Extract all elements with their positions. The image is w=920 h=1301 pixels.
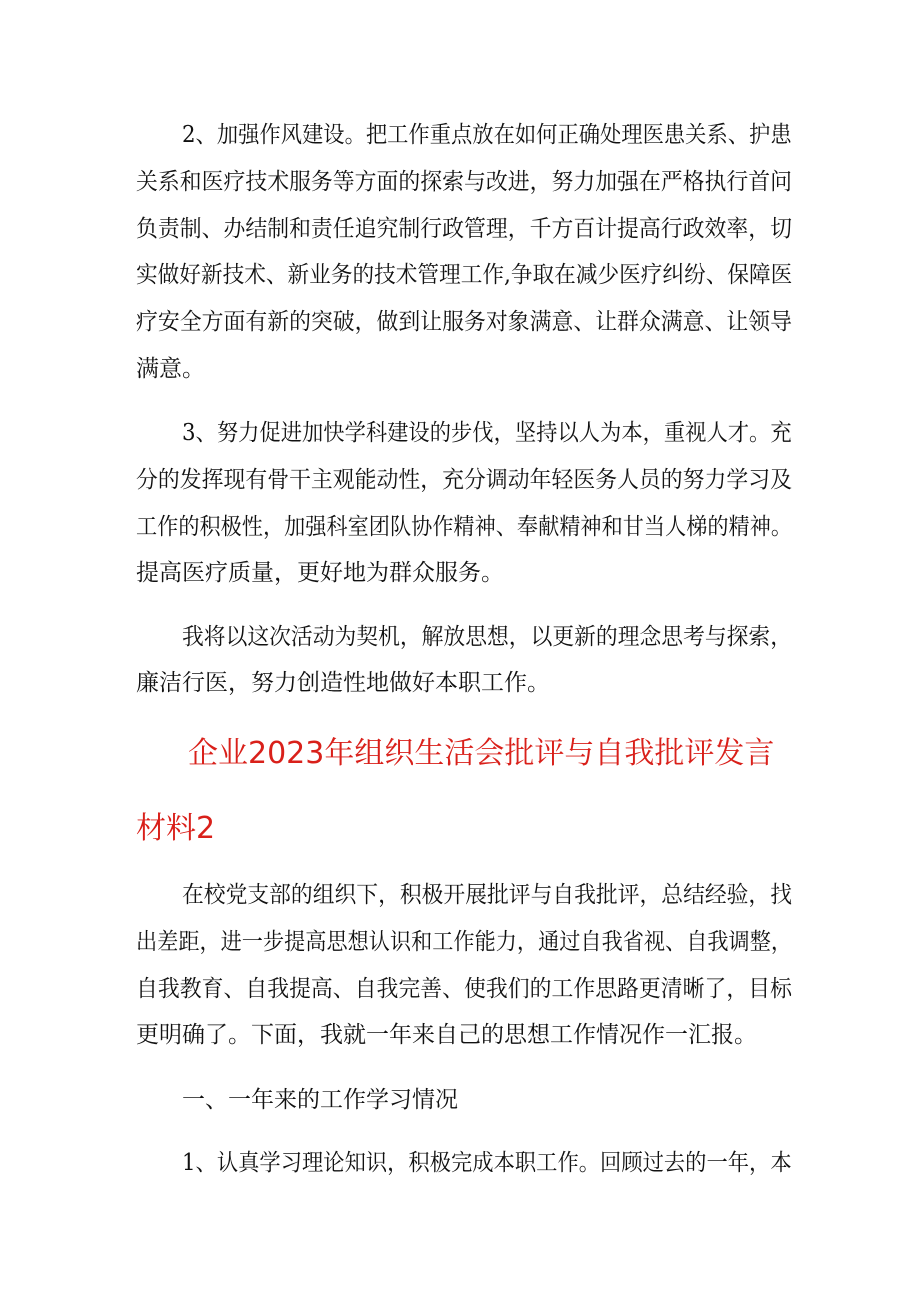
title-line-2: 材料2 [136,811,216,846]
text-line: 在校党支部的组织下，积极开展批评与自我批评，总结经验，找 [182,882,792,908]
text-line: 分的发挥现有骨干主观能动性，充分调动年轻医务人员的努力学习及 [136,467,792,493]
text-line: 疗安全方面有新的突破，做到让服务对象满意、让群众满意、让领导 [136,309,792,335]
text-line: 提高医疗质量，更好地为群众服务。 [136,560,504,586]
text-line: 出差距，进一步提高思想认识和工作能力，通过自我省视、自我调整， [136,929,793,955]
text-line: 我将以这次活动为契机，解放思想，以更新的理念思考与探索， [182,624,792,650]
text-line: 1、认真学习理论知识，积极完成本职工作。回顾过去的一年，本 [182,1150,792,1176]
text-line: 关系和医疗技术服务等方面的探索与改进，努力加强在严格执行首问 [136,169,792,195]
text-line: 实做好新技术、新业务的技术管理工作,争取在减少医疗纠纷、保障医 [136,262,793,288]
text-line: 满意。 [136,356,205,382]
title-line-1: 企业2023年组织生活会批评与自我批评发言 [188,736,775,771]
section-title: 一、一年来的工作学习情况 [182,1087,458,1113]
text-line: 工作的积极性，加强科室团队协作精神、奉献精神和甘当人梯的精神。 [136,514,793,540]
text-line: 自我教育、自我提高、自我完善、使我们的工作思路更清晰了，目标 [136,976,792,1002]
text-line: 廉洁行医，努力创造性地做好本职工作。 [136,670,550,696]
text-line: 更明确了。下面，我就一年来自己的思想工作情况作一汇报。 [136,1022,757,1048]
text-line: 3、努力促进加快学科建设的步伐，坚持以人为本，重视人才。充 [182,420,792,446]
text-line: 2、加强作风建设。把工作重点放在如何正确处理医患关系、护患 [182,122,792,148]
text-line: 负责制、办结制和责任追究制行政管理，千方百计提高行政效率，切 [136,216,792,242]
